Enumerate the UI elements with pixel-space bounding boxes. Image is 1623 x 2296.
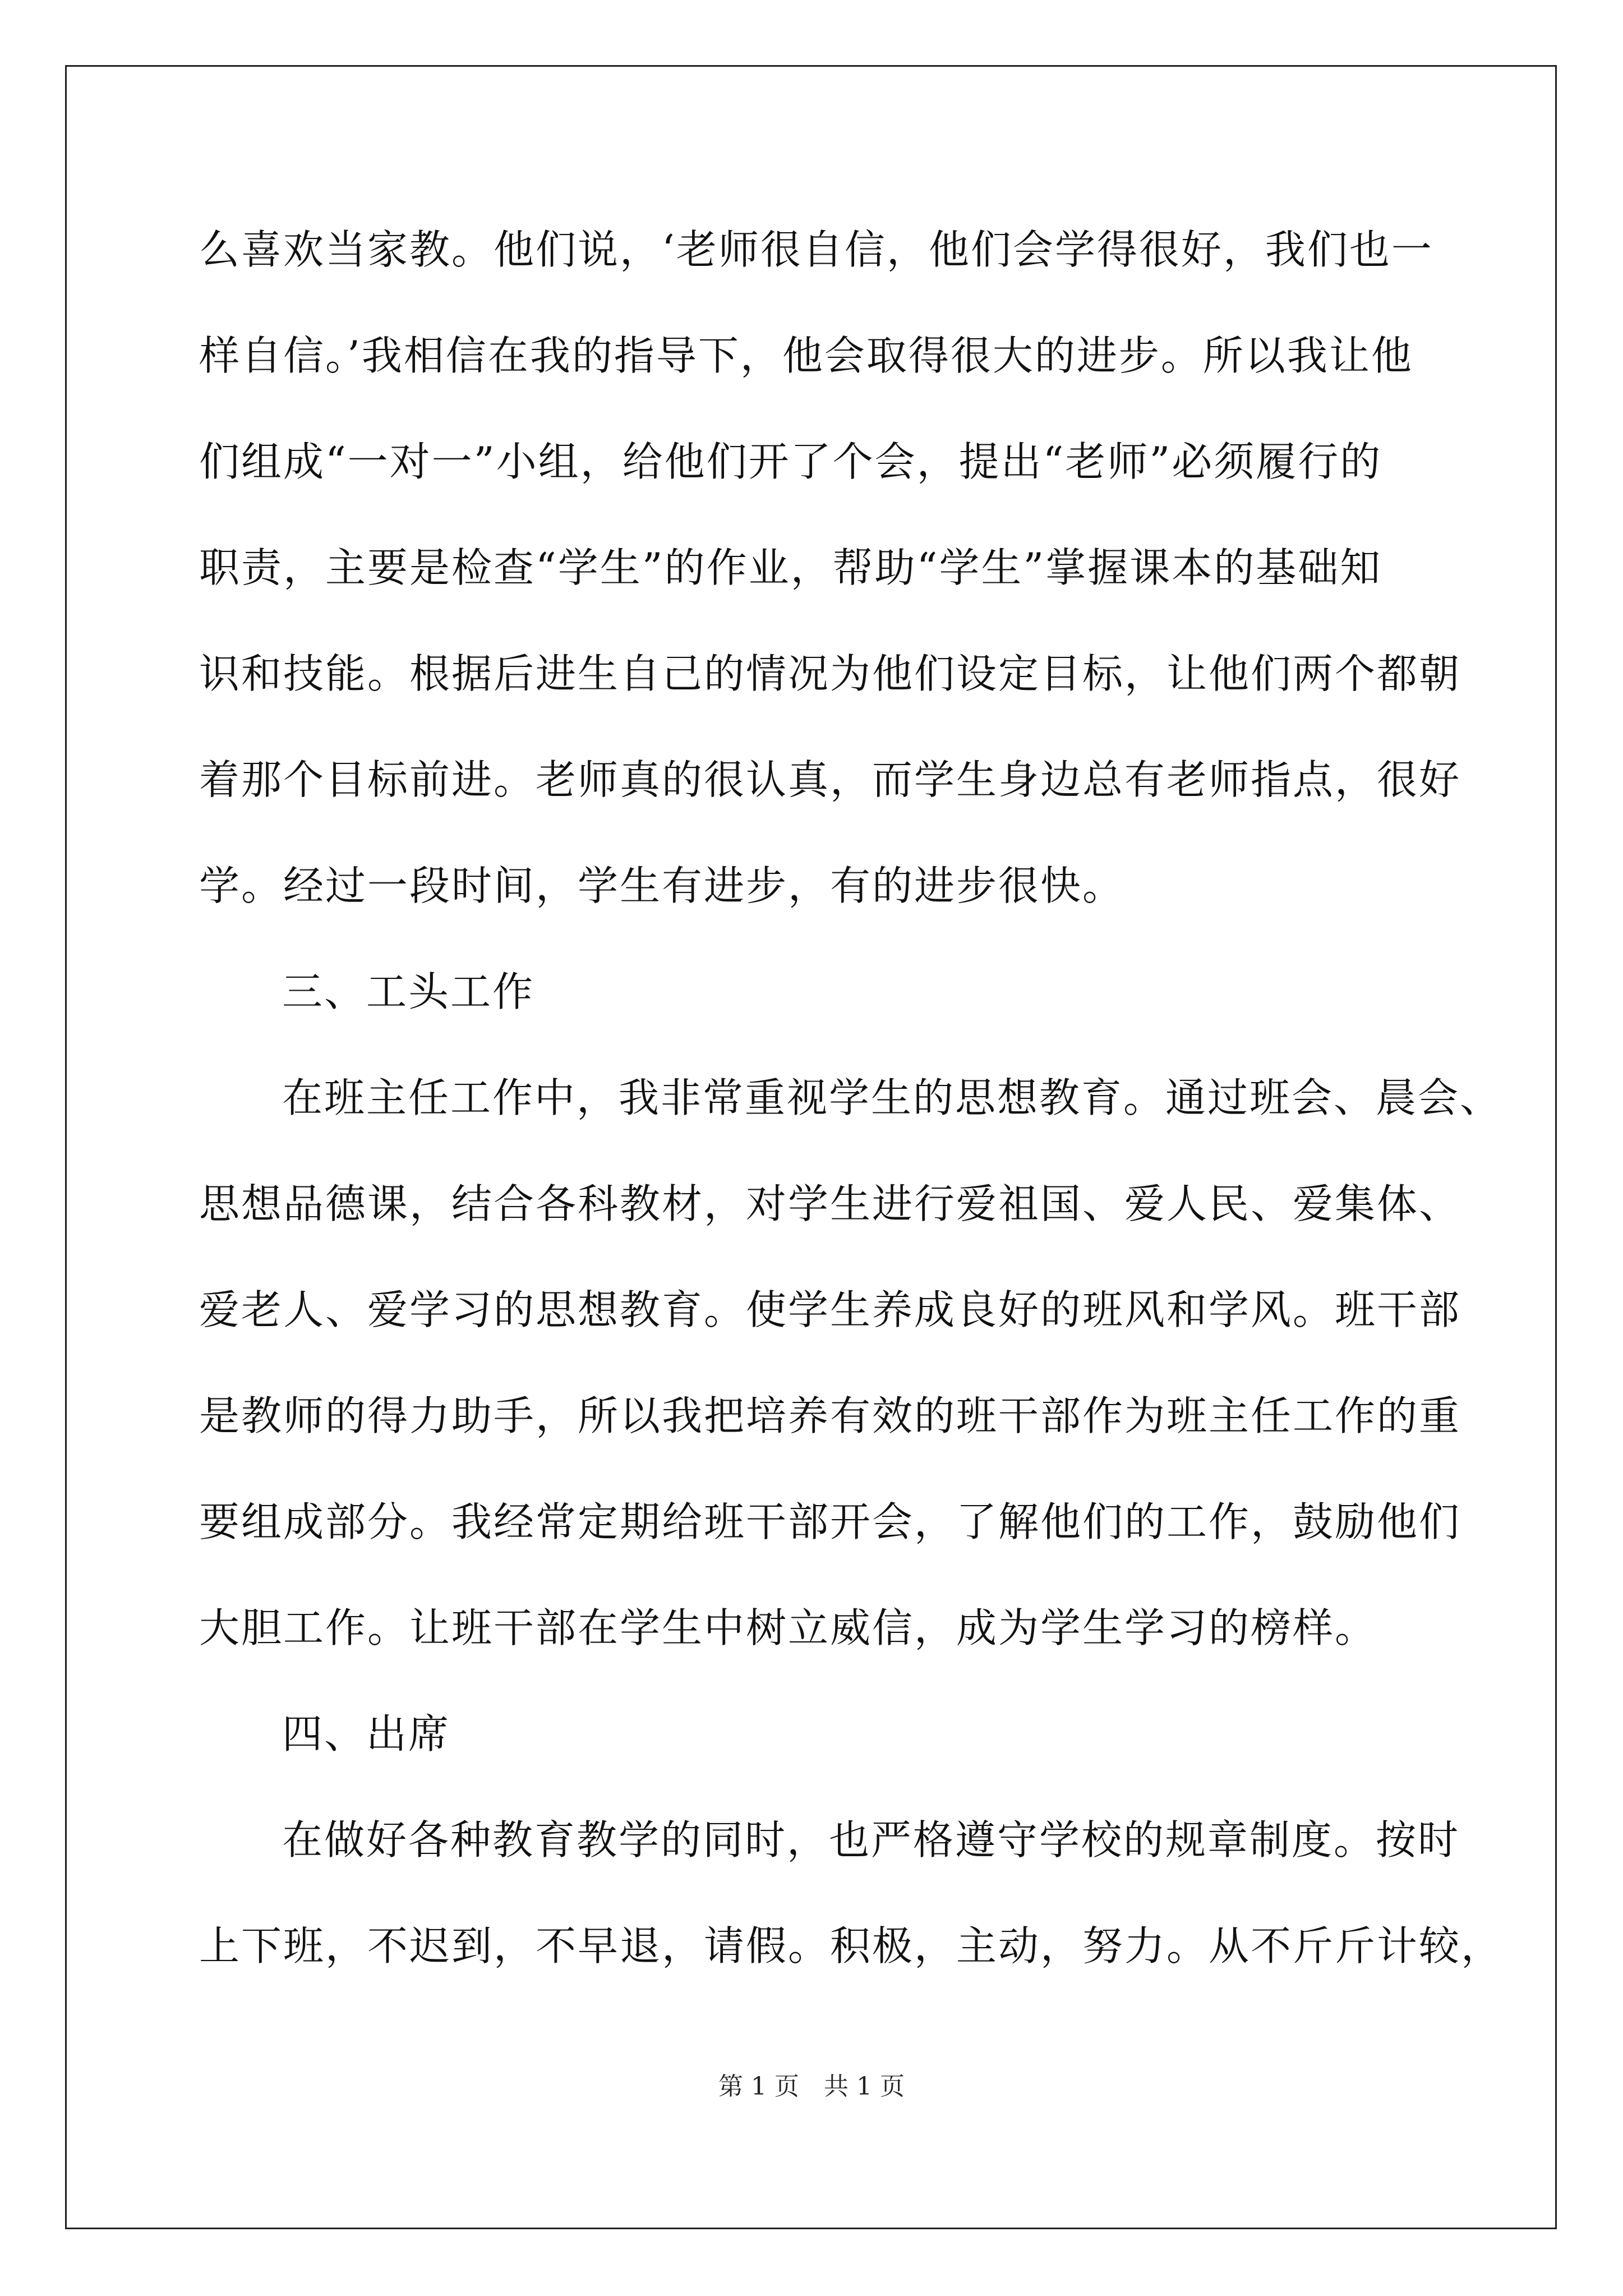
section-heading: 四、出席 — [282, 1710, 451, 1757]
body-line: 着那个目标前进。老师真的很认真，而学生身边总有老师指点，很好 — [199, 756, 1461, 803]
paragraph-first-line: 在班主任工作中，我非常重视学生的思想教育。通过班会、晨会、 — [282, 1074, 1502, 1121]
paragraph-first-line: 在做好各种教育教学的同时，也严格遵守学校的规章制度。按时 — [282, 1816, 1460, 1864]
body-line: 样自信。’我相信在我的指导下，他会取得很大的进步。所以我让他 — [199, 332, 1413, 379]
body-line: 上下班，不迟到，不早退，请假。积极，主动，努力。从不斤斤计较， — [199, 1922, 1504, 1970]
body-line: 们组成“一对一”小组，给他们开了个会，提出“老师”必须履行的 — [199, 438, 1382, 485]
body-line: 大胆工作。让班干部在学生中树立威信，成为学生学习的榜样。 — [199, 1604, 1377, 1651]
body-line: 学。经过一段时间，学生有进步，有的进步很快。 — [199, 862, 1125, 909]
body-line: 思想品德课，结合各科教材，对学生进行爱祖国、爱人民、爱集体、 — [199, 1180, 1461, 1227]
page-border — [65, 65, 1557, 2229]
body-line: 识和技能。根据后进生自己的情况为他们设定目标，让他们两个都朝 — [199, 650, 1461, 697]
body-line: 要组成部分。我经常定期给班干部开会，了解他们的工作，鼓励他们 — [199, 1498, 1461, 1545]
body-line: 职责，主要是检查“学生”的作业，帮助“学生”掌握课本的基础知 — [199, 544, 1382, 591]
section-heading: 三、工头工作 — [282, 968, 535, 1015]
body-line: 么喜欢当家教。他们说，‘老师很自信，他们会学得很好，我们也一 — [199, 226, 1433, 273]
body-line: 是教师的得力助手，所以我把培养有效的班干部作为班主任工作的重 — [199, 1392, 1461, 1439]
page-number-footer: 第 1 页 共 1 页 — [718, 2072, 905, 2101]
body-line: 爱老人、爱学习的思想教育。使学生养成良好的班风和学风。班干部 — [199, 1286, 1461, 1333]
